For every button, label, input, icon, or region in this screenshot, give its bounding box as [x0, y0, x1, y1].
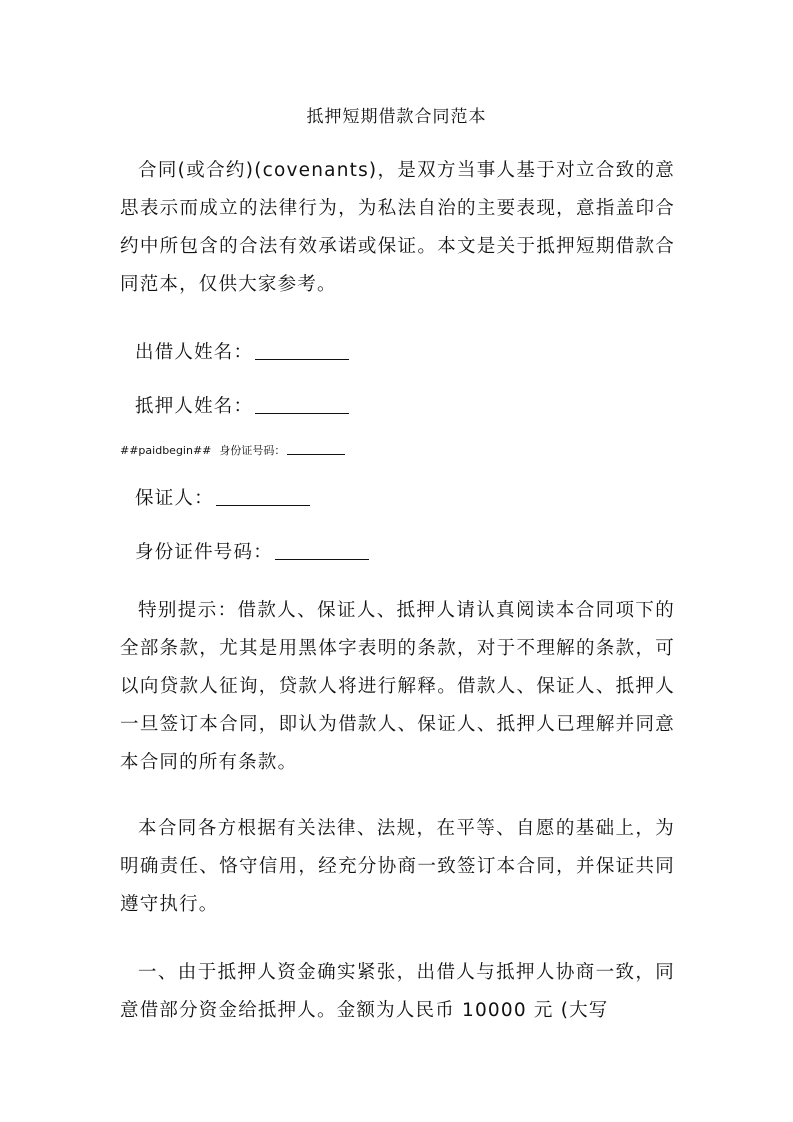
guarantor-label: 保证人：: [135, 488, 214, 509]
guarantor-blank: [216, 487, 310, 506]
intro-paragraph: 合同(或合约)(covenants)，是双方当事人基于对立合致的意思表示而成立的法律行为，为私法自治的主要表现，意指盖印合约中所包含的合法有效承诺或保证。本文是关于抵押短期借款合同范本，仅供大家参考。: [120, 160, 675, 295]
preamble-paragraph: 本合同各方根据有关法律、法规，在平等、自愿的基础上，为明确责任、恪守信用，经充分协商一致签订本合同，并保证共同遵守执行。: [120, 818, 675, 915]
id-doc-number-blank: [275, 541, 369, 560]
id-number-small-label: 身份证号码：: [219, 444, 286, 457]
mortgagor-name-blank: [255, 395, 349, 414]
lender-name-blank: [255, 341, 349, 360]
mortgagor-name-label: 抵押人姓名：: [135, 396, 254, 417]
paid-marker: ##paidbegin##: [120, 444, 212, 457]
notice-paragraph: 特别提示：借款人、保证人、抵押人请认真阅读本合同项下的全部条款，尤其是用黑体字表明的条款，对于不理解的条款，可以向贷款人征询，贷款人将进行解释。借款人、保证人、抵押人一旦签订本合同，即认为借款人、保证人、抵押人已理解并同意本合同的所有条款。: [120, 600, 675, 773]
mortgagor-name-field: [120, 392, 675, 422]
lender-name-label: 出借人姓名：: [135, 342, 254, 363]
id-doc-number-field: [120, 538, 675, 568]
id-doc-number-label: 身份证件号码：: [135, 542, 273, 563]
clause-one-paragraph: 一、由于抵押人资金确实紧张，出借人与抵押人协商一致，同意借部分资金给抵押人。金额为人民币 10000 元 (大写: [120, 962, 675, 1021]
id-number-small-blank: [287, 444, 345, 455]
guarantor-field: [120, 484, 675, 514]
lender-name-field: [120, 338, 675, 368]
paid-marker-line: [120, 443, 345, 459]
document-title: 抵押短期借款合同范本: [306, 107, 487, 127]
